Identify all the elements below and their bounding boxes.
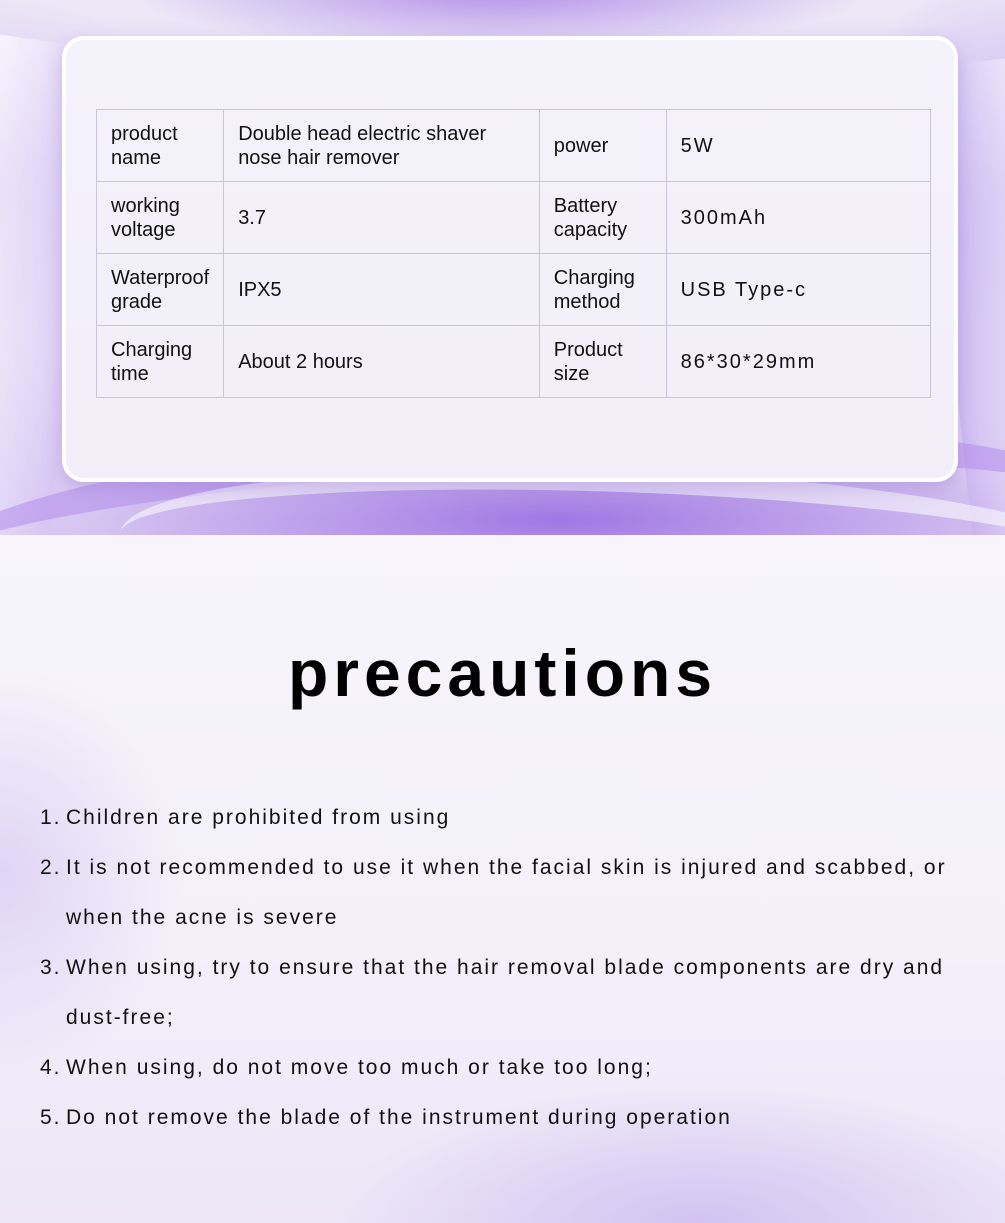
- spec-value: Double head electric shaver nose hair remover: [224, 110, 540, 182]
- item-number: 4.: [40, 1056, 62, 1079]
- list-item: [40, 943, 980, 1043]
- spec-label: Product size: [539, 326, 666, 398]
- spec-label: Charging time: [97, 326, 224, 398]
- item-text: Do not remove the blade of the instrument during operation: [66, 1106, 732, 1129]
- item-text: It is not recommended to use it when the facial skin is injured and scabbed, or when the acne is severe: [66, 856, 947, 929]
- spec-value: 86*30*29mm: [666, 326, 930, 398]
- item-number: 5.: [40, 1106, 62, 1129]
- precautions-section: [0, 535, 1005, 1223]
- spec-value: 3.7: [224, 182, 540, 254]
- list-item: [40, 793, 980, 843]
- spec-value: 5W: [666, 110, 930, 182]
- spec-label: power: [539, 110, 666, 182]
- table-row: [97, 182, 931, 254]
- item-number: 3.: [40, 956, 62, 979]
- item-number: 1.: [40, 806, 62, 829]
- spec-table: [96, 109, 931, 398]
- spec-banner: [0, 0, 1005, 535]
- spec-value: IPX5: [224, 254, 540, 326]
- spec-value: About 2 hours: [224, 326, 540, 398]
- spec-value: 300mAh: [666, 182, 930, 254]
- table-row: [97, 110, 931, 182]
- item-number: 2.: [40, 856, 62, 879]
- list-item: [40, 1093, 980, 1143]
- item-text: Children are prohibited from using: [66, 806, 451, 829]
- item-text: When using, do not move too much or take too long;: [66, 1056, 653, 1079]
- list-item: [40, 1043, 980, 1093]
- spec-label: Battery capacity: [539, 182, 666, 254]
- table-row: [97, 254, 931, 326]
- table-row: [97, 326, 931, 398]
- spec-label: working voltage: [97, 182, 224, 254]
- precautions-title: precautions: [287, 636, 718, 710]
- spec-label: Charging method: [539, 254, 666, 326]
- spec-value: USB Type-c: [666, 254, 930, 326]
- list-item: [40, 843, 980, 943]
- precautions-list: [40, 793, 980, 1143]
- item-text: When using, try to ensure that the hair removal blade components are dry and dust-free;: [66, 956, 945, 1029]
- spec-label: product name: [97, 110, 224, 182]
- spec-label: Waterproof grade: [97, 254, 224, 326]
